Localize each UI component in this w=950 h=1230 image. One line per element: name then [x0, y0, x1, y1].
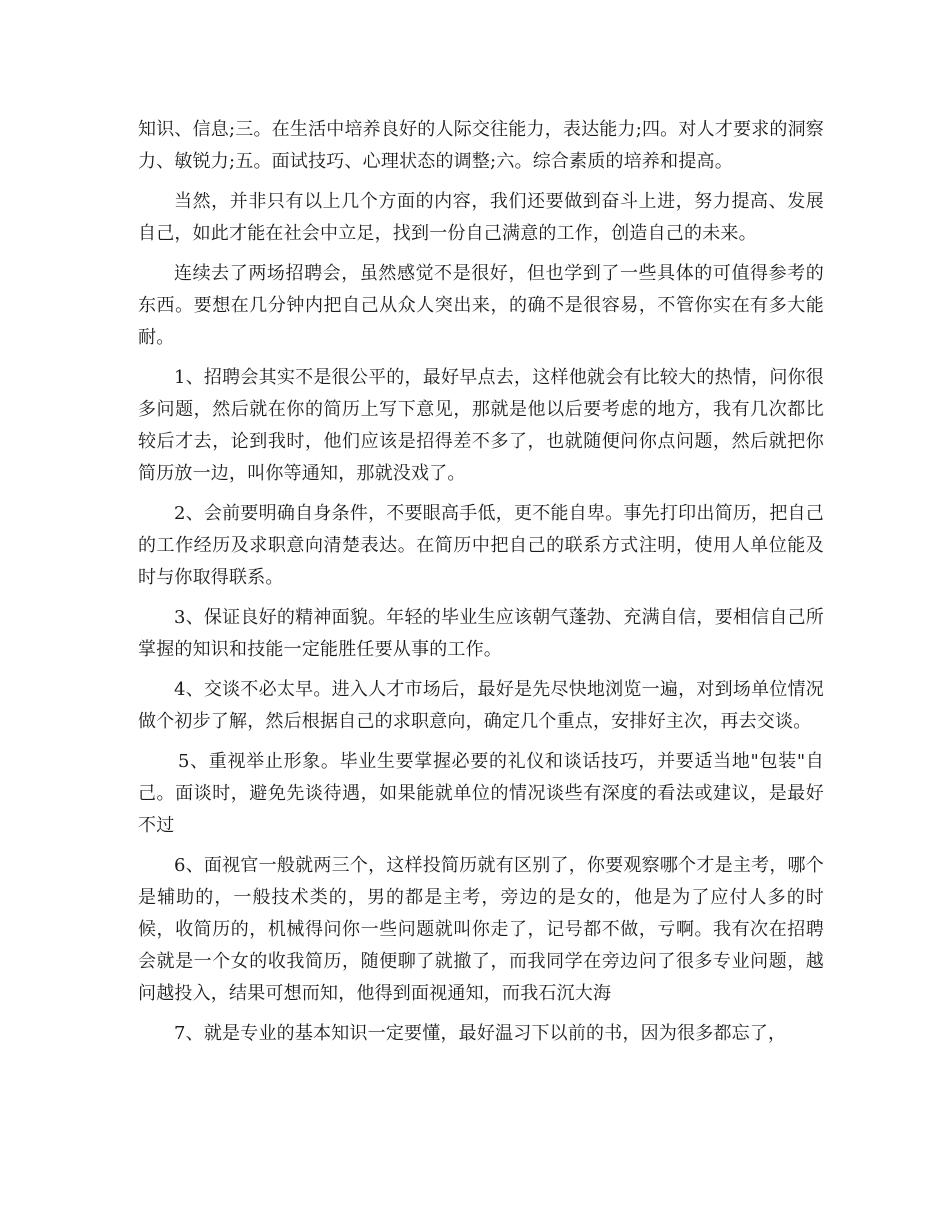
- paragraph-conclusion: 当然，并非只有以上几个方面的内容，我们还要做到奋斗上进，努力提高、发展自己，如此才能在社会中立足，找到一份自己满意的工作，创造自己的未来。: [138, 191, 824, 244]
- list-item-1: 1、招聘会其实不是很公平的，最好早点去，这样他就会有比较大的热情，问你很多问题，然后就在你的简历上写下意见，那就是他以后要考虑的地方，我有几次都比较后才去，论到我时，他们应该是招得差不多了，也就随便问你点问题，然后就把你简历放一边，叫你等通知，那就没戏了。: [138, 367, 824, 484]
- paragraph-continuation: 知识、信息;三。在生活中培养良好的人际交往能力，表达能力;四。对人才要求的洞察力、敏锐力;五。面试技巧、心理状态的调整;六。综合素质的培养和提高。: [138, 119, 824, 172]
- list-item-2: 2、会前要明确自身条件，不要眼高手低，更不能自卑。事先打印出简历，把自己的工作经历及求职意向清楚表达。在简历中把自己的联系方式注明，使用人单位能及时与你取得联系。: [138, 503, 824, 588]
- list-item-7: 7、就是专业的基本知识一定要懂，最好温习下以前的书，因为很多都忘了，: [174, 1023, 787, 1044]
- list-item-6: 6、面视官一般就两三个，这样投简历就有区别了，你要观察哪个才是主考，哪个是辅助的，一般技术类的，男的都是主考，旁边的是女的，他是为了应付人多的时候，收简历的，机械得问你一些问题就叫你走了，记号都不做，亏啊。我有次在招聘会就是一个女的收我简历，随便聊了就撤了，而我同学在旁边问了很多专业问题，越问越投入，结果可想而知，他得到面视通知，而我石沉大海: [138, 855, 824, 1004]
- list-item-3: 3、保证良好的精神面貌。年轻的毕业生应该朝气蓬勃、充满自信，要相信自己所掌握的知识和技能一定能胜任要从事的工作。: [138, 607, 824, 660]
- paragraph-intro: 连续去了两场招聘会，虽然感觉不是很好，但也学到了一些具体的可值得参考的东西。要想在几分钟内把自己从众人突出来，的确不是很容易，不管你实在有多大能耐。: [138, 263, 824, 348]
- document-body: [138, 114, 824, 1058]
- list-item-5: 5、重视举止形象。毕业生要掌握必要的礼仪和谈话技巧，并要适当地"包装"自己。面谈时，避免先谈待遇，如果能就单位的情况谈些有深度的看法或建议，是最好不过: [138, 751, 824, 836]
- list-item-4: 4、交谈不必太早。进入人才市场后，最好是先尽快地浏览一遍，对到场单位情况做个初步了解，然后根据自己的求职意向，确定几个重点，安排好主次，再去交谈。: [138, 679, 824, 732]
